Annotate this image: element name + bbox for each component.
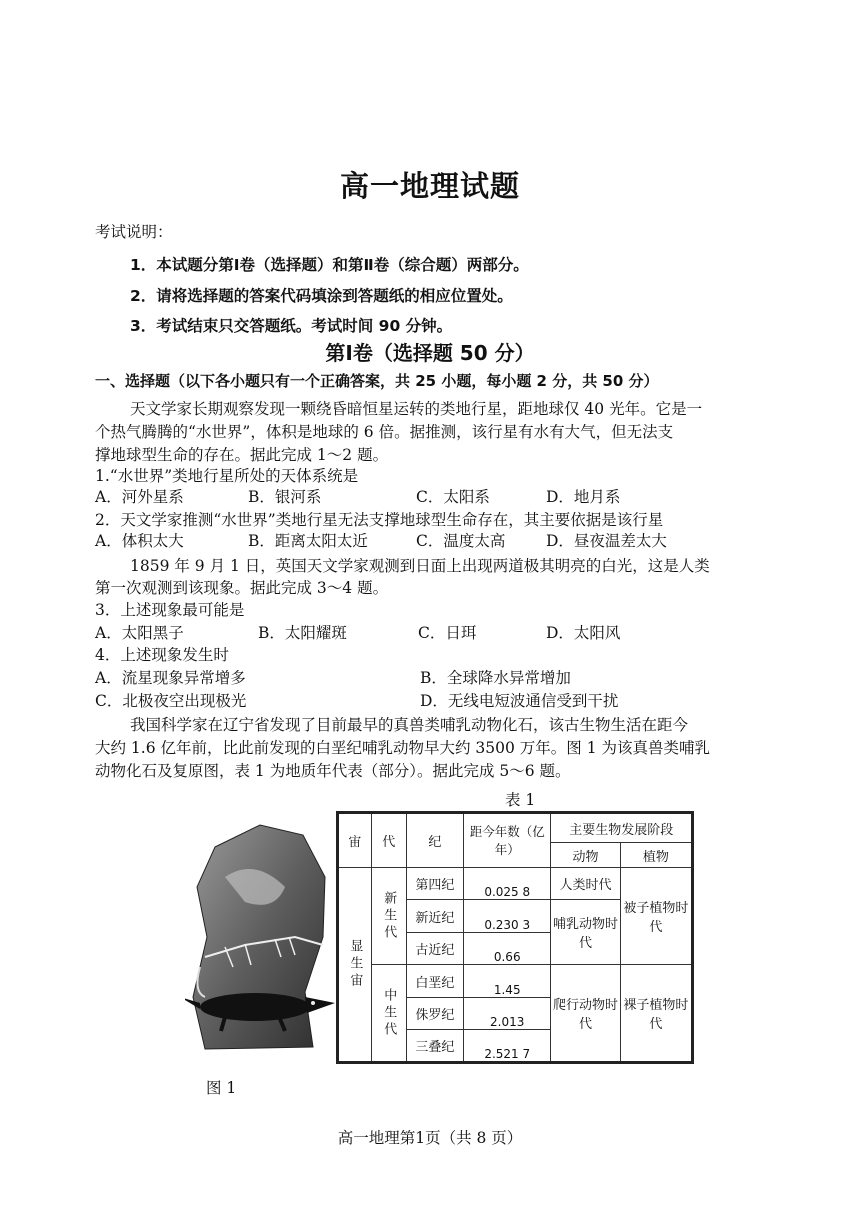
q3-stem: 3．上述现象最可能是 — [95, 601, 245, 619]
passage3-line1: 我国科学家在辽宁省发现了目前最早的真兽类哺乳动物化石，该古生物生活在距今 — [130, 716, 689, 734]
q3-option-b: B．太阳耀斑 — [258, 624, 347, 642]
geologic-time-table — [336, 811, 694, 1064]
page-footer: 高一地理第1页（共 8 页） — [337, 1129, 523, 1147]
age-3: 0.66 — [464, 932, 551, 965]
q2-option-c: C．温度太高 — [416, 532, 506, 550]
header-period: 纪 — [406, 813, 463, 868]
animal-reptile: 爬行动物时代 — [551, 965, 620, 1063]
figure1-caption: 图 1 — [206, 1079, 237, 1097]
q4-stem: 4．上述现象发生时 — [95, 646, 229, 664]
plant-gymnosperm: 裸子植物时代 — [620, 965, 692, 1063]
exam-note-3: 3．考试结束只交答题纸。考试时间 90 分钟。 — [130, 317, 453, 335]
period-triassic: 三叠纪 — [406, 1030, 463, 1063]
part1-title: 第Ⅰ卷（选择题 50 分） — [325, 341, 535, 365]
q2-option-a: A．体积太大 — [95, 532, 184, 550]
plant-angiosperm: 被子植物时代 — [620, 867, 692, 965]
period-cretaceous: 白垩纪 — [406, 965, 463, 998]
q4-option-a: A．流星现象异常增多 — [95, 669, 246, 687]
animal-human: 人类时代 — [551, 867, 620, 900]
age-4: 1.45 — [464, 965, 551, 998]
passage1-line1: 天文学家长期观察发现一颗绕昏暗恒星运转的类地行星，距地球仅 40 光年。它是一 — [130, 400, 703, 418]
q4-option-c: C．北极夜空出现极光 — [95, 692, 247, 710]
header-age: 距今年数（亿年） — [464, 813, 551, 868]
q3-option-d: D．太阳风 — [546, 624, 621, 642]
period-quaternary: 第四纪 — [406, 867, 463, 900]
q4-option-d: D．无线电短波通信受到干扰 — [420, 692, 619, 710]
age-2: 0.230 3 — [464, 900, 551, 933]
q1-option-c: C．太阳系 — [416, 488, 490, 506]
fossil-illustration — [185, 817, 335, 1057]
page-title: 高一地理试题 — [339, 169, 520, 203]
header-era: 代 — [371, 813, 406, 868]
passage2-line1: 1859 年 9 月 1 日，英国天文学家观测到日面上出现两道极其明亮的白光，这是人类 — [130, 557, 710, 575]
passage2-line2: 第一次观测到该现象。据此完成 3～4 题。 — [95, 579, 389, 597]
era-cenozoic: 新生代 — [371, 867, 406, 965]
q1-option-b: B．银河系 — [248, 488, 322, 506]
age-6: 2.521 7 — [464, 1030, 551, 1063]
q2-option-b: B．距离太阳太近 — [248, 532, 368, 550]
period-paleogene: 古近纪 — [406, 932, 463, 965]
passage3-line3: 动物化石及复原图，表 1 为地质年代表（部分）。据此完成 5～6 题。 — [95, 762, 571, 780]
passage3-line2: 大约 1.6 亿年前，比此前发现的白垩纪哺乳动物早大约 3500 万年。图 1 为该真兽类哺乳 — [95, 739, 711, 757]
q3-option-c: C．日珥 — [418, 624, 477, 642]
header-animal: 动物 — [551, 843, 620, 867]
q4-option-b: B．全球降水异常增加 — [420, 669, 571, 687]
header-stages: 主要生物发展阶段 — [551, 813, 693, 843]
passage1-line2: 个热气腾腾的“水世界”，体积是地球的 6 倍。据推测，该行星有水有大气，但无法支 — [95, 423, 674, 441]
q1-option-d: D．地月系 — [546, 488, 621, 506]
q2-stem: 2．天文学家推测“水世界”类地行星无法支撑地球型生命存在，其主要依据是该行星 — [95, 511, 664, 529]
header-plant: 植物 — [620, 843, 692, 867]
eon-label: 显生宙 — [338, 867, 372, 1062]
section1-heading: 一、选择题（以下各小题只有一个正确答案，共 25 小题，每小题 2 分，共 50 分） — [95, 372, 659, 390]
exam-notes-heading: 考试说明： — [95, 223, 173, 241]
exam-note-1: 1．本试题分第Ⅰ卷（选择题）和第Ⅱ卷（综合题）两部分。 — [130, 256, 529, 274]
period-neogene: 新近纪 — [406, 900, 463, 933]
table1-caption: 表 1 — [505, 791, 536, 809]
age-1: 0.025 8 — [464, 867, 551, 900]
period-jurassic: 侏罗纪 — [406, 997, 463, 1030]
age-5: 2.013 — [464, 997, 551, 1030]
q2-option-d: D．昼夜温差太大 — [546, 532, 667, 550]
exam-note-2: 2．请将选择题的答案代码填涂到答题纸的相应位置处。 — [130, 287, 513, 305]
animal-mammal: 哺乳动物时代 — [551, 900, 620, 965]
passage1-line3: 撑地球型生命的存在。据此完成 1～2 题。 — [95, 446, 389, 464]
q3-option-a: A．太阳黑子 — [95, 624, 184, 642]
header-eon: 宙 — [338, 813, 372, 868]
q1-stem: 1.“水世界”类地行星所处的天体系统是 — [95, 467, 359, 485]
era-mesozoic: 中生代 — [371, 965, 406, 1063]
q1-option-a: A．河外星系 — [95, 488, 184, 506]
